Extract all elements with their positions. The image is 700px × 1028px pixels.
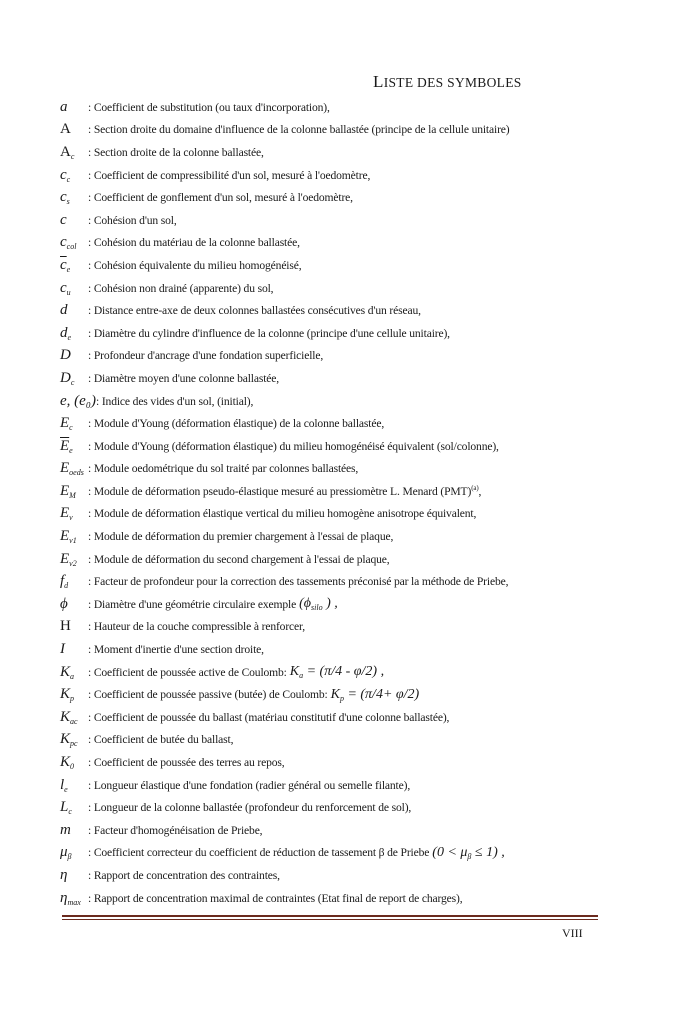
symbol-base: m — [60, 821, 71, 838]
symbol-row — [60, 729, 660, 752]
footer-rule-thin — [62, 919, 598, 920]
symbol-description: : Cohésion non drainé (apparente) du sol, — [88, 281, 274, 295]
symbol-description: : Coefficient de compressibilité d'un sol, mesuré à l'oedomètre, — [88, 168, 371, 182]
symbol-subscript: v2 — [69, 558, 77, 568]
symbol-term — [60, 460, 88, 477]
symbol-description: : Rapport de concentration des contraintes, — [88, 868, 280, 882]
symbol-row — [60, 796, 660, 819]
symbol-subscript: s — [66, 197, 70, 207]
symbol-description: : Section droite du domaine d'influence de la colonne ballastée (principe de la cellule unitaire) — [88, 123, 510, 137]
symbol-base: E — [60, 460, 70, 477]
symbol-base: μ — [60, 844, 68, 861]
formula-subscript: β — [467, 851, 472, 861]
symbol-subscript: col — [66, 242, 77, 252]
symbol-subscript: c — [66, 174, 71, 184]
page-title — [373, 72, 522, 92]
symbol-description: : Coefficient de gonflement d'un sol, mesuré à l'oedomètre, — [88, 191, 353, 205]
symbol-subscript: e — [64, 784, 68, 794]
symbol-row — [60, 616, 660, 639]
symbol-subscript: v — [69, 513, 73, 523]
symbol-term — [60, 438, 88, 455]
symbol-base: e, (e₀) — [60, 392, 97, 409]
symbol-term — [60, 144, 88, 161]
formula-base: (0 < μ — [432, 844, 468, 860]
symbol-term — [60, 731, 88, 748]
symbol-description: : Section droite de la colonne ballastée, — [88, 145, 264, 159]
formula-rest: ≤ 1) , — [471, 844, 505, 860]
symbol-row — [60, 367, 660, 390]
symbol-base: ϕ — [60, 595, 68, 612]
symbol-subscript: c — [69, 423, 73, 433]
symbol-description: : Moment d'inertie d'une section droite, — [88, 643, 264, 657]
formula-rest: = (π/4+ φ/2) — [343, 686, 420, 702]
symbol-base: a — [60, 98, 68, 115]
symbol-term — [60, 573, 88, 590]
symbol-term — [60, 664, 88, 681]
symbol-description: : Indice des vides d'un sol, (initial), — [96, 394, 254, 408]
symbol-row — [60, 345, 660, 368]
symbol-term — [60, 528, 88, 545]
formula-subscript: a — [299, 671, 304, 681]
symbol-term — [60, 551, 88, 568]
symbol-base: η — [60, 866, 68, 883]
symbol-term — [60, 867, 88, 884]
symbol-term — [60, 280, 88, 297]
symbol-base: η — [60, 889, 68, 906]
symbol-description: : Facteur de profondeur pour la correction des tassements préconisé par la méthode de Priebe, — [88, 575, 509, 589]
symbol-subscript: c — [70, 151, 75, 161]
symbol-term — [60, 754, 88, 771]
symbol-term — [60, 890, 88, 907]
symbol-subscript: oeds — [69, 468, 84, 478]
symbol-base: E — [60, 415, 70, 432]
formula — [432, 845, 504, 861]
symbol-row — [60, 593, 660, 616]
symbol-term — [60, 822, 88, 839]
symbol-subscript: M — [69, 490, 76, 500]
symbol-row — [60, 277, 660, 300]
symbol-base: K — [60, 754, 71, 771]
symbol-row — [60, 480, 660, 503]
formula-rest: ) , — [322, 596, 338, 612]
symbol-description: : Module de déformation élastique vertical du milieu homogène anisotrope équivalent, — [88, 507, 477, 521]
symbol-term — [60, 325, 88, 342]
symbol-subscript: e — [69, 445, 73, 455]
symbol-row — [60, 706, 660, 729]
symbol-term — [60, 99, 88, 116]
symbol-base: A — [60, 143, 71, 160]
symbol-row — [60, 525, 660, 548]
symbol-term — [60, 799, 88, 816]
symbol-description: : Rapport de concentration maximal de contraintes (Etat final de report de charges), — [88, 891, 463, 905]
symbol-description: : Coefficient de substitution (ou taux d'incorporation), — [88, 100, 330, 114]
symbol-base: D — [60, 369, 71, 386]
symbol-term — [60, 347, 88, 364]
symbol-base: c — [60, 234, 67, 251]
formula — [290, 664, 384, 680]
symbol-row — [60, 864, 660, 887]
symbol-subscript: a — [70, 671, 75, 681]
symbol-subscript: e — [66, 264, 71, 274]
symbol-term — [60, 257, 88, 274]
symbol-description: : Cohésion d'un sol, — [88, 213, 177, 227]
symbol-row — [60, 751, 660, 774]
symbol-subscript: d — [64, 581, 69, 591]
symbol-base: $\overline{E}$ — [60, 437, 70, 454]
symbol-term — [60, 505, 88, 522]
symbol-row — [60, 887, 660, 910]
symbol-subscript: u — [66, 287, 71, 297]
symbol-row — [60, 209, 660, 232]
symbol-description: : Diamètre du cylindre d'influence de la colonne (principe d'une cellule unitaire), — [88, 326, 450, 340]
symbol-row — [60, 412, 660, 435]
symbol-term — [60, 618, 88, 635]
symbol-row — [60, 119, 660, 142]
symbol-base: D — [60, 347, 71, 364]
title-initial: L — [373, 72, 384, 91]
symbol-subscript: c — [70, 377, 75, 387]
symbol-description: : Module oedométrique du sol traité par colonnes ballastées, — [88, 462, 359, 476]
symbol-term — [60, 393, 96, 410]
symbol-row — [60, 96, 660, 119]
symbol-description: : Module de déformation pseudo-élastique mesuré au pressiomètre L. Menard (PMT)$^{(a)}$, — [88, 484, 482, 499]
symbol-base: K — [60, 663, 71, 680]
symbol-base: c — [60, 279, 67, 296]
symbol-term — [60, 189, 88, 206]
symbol-description: : Coefficient de butée du ballast, — [88, 733, 234, 747]
symbol-term — [60, 686, 88, 703]
symbol-description: : Module de déformation du premier chargement à l'essai de plaque, — [88, 530, 394, 544]
symbol-base: c — [60, 211, 67, 228]
symbol-description: : Coefficient de poussée active de Coulomb: — [88, 665, 287, 679]
title-rest: ISTE DES SYMBOLES — [383, 75, 522, 90]
symbol-row — [60, 503, 660, 526]
formula-subscript: silo — [311, 603, 323, 613]
symbol-base: c — [60, 189, 67, 206]
symbol-row — [60, 390, 660, 413]
symbol-row — [60, 842, 660, 865]
formula-subscript: p — [339, 693, 344, 703]
symbol-row — [60, 774, 660, 797]
symbol-description: : Module de déformation du second chargement à l'essai de plaque, — [88, 552, 390, 566]
symbol-base: d — [60, 302, 68, 319]
symbol-base: $\overline{c}$ — [60, 256, 67, 273]
symbol-description: : Coefficient de poussée des terres au repos, — [88, 756, 285, 770]
symbol-description: : Coefficient correcteur du coefficient de réduction de tassement β de Priebe — [88, 846, 430, 860]
symbol-term — [60, 302, 88, 319]
symbol-base: E — [60, 528, 70, 545]
symbol-base: K — [60, 731, 71, 748]
symbol-row — [60, 819, 660, 842]
symbol-subscript: v1 — [69, 536, 77, 546]
symbol-base: I — [60, 641, 65, 658]
symbol-row — [60, 435, 660, 458]
symbol-base: d — [60, 324, 68, 341]
symbol-row — [60, 299, 660, 322]
symbol-description: : Cohésion équivalente du milieu homogénéisé, — [88, 258, 302, 272]
symbol-row — [60, 661, 660, 684]
symbol-row — [60, 570, 660, 593]
symbol-base: K — [60, 686, 71, 703]
formula-base: K — [289, 664, 300, 680]
symbol-term — [60, 777, 88, 794]
symbol-row — [60, 164, 660, 187]
symbol-subscript: c — [68, 807, 72, 817]
description-superscript: (a) — [471, 484, 479, 493]
symbol-base: E — [60, 505, 70, 522]
symbol-base: E — [60, 482, 70, 499]
symbol-description: : Diamètre d'une géométrie circulaire exemple — [88, 597, 297, 611]
symbol-subscript: 0 — [70, 762, 75, 772]
symbol-subscript: β — [67, 852, 72, 862]
symbol-base: f — [60, 573, 65, 590]
symbol-row — [60, 141, 660, 164]
symbol-description: : Hauteur de la couche compressible à renforcer, — [88, 620, 306, 634]
symbol-term — [60, 641, 88, 658]
symbol-row — [60, 254, 660, 277]
symbol-base: K — [60, 708, 71, 725]
symbol-row — [60, 683, 660, 706]
symbol-term — [60, 844, 88, 861]
symbol-subscript: max — [67, 897, 81, 907]
page-number: VIII — [562, 926, 583, 940]
symbol-row — [60, 548, 660, 571]
symbol-description: : Longueur de la colonne ballastée (profondeur du renforcement de sol), — [88, 801, 412, 815]
symbol-row — [60, 232, 660, 255]
symbol-base: E — [60, 550, 70, 567]
formula-base: K — [330, 686, 340, 702]
symbol-row — [60, 458, 660, 481]
formula-base: (ϕ — [299, 596, 312, 612]
symbol-term — [60, 709, 88, 726]
symbol-term — [60, 121, 88, 138]
symbol-subscript: p — [70, 694, 75, 704]
symbol-term — [60, 234, 88, 251]
symbol-term — [60, 415, 88, 432]
formula — [331, 687, 420, 703]
symbol-row — [60, 322, 660, 345]
footer-rule-thick — [62, 915, 598, 917]
symbol-term — [60, 483, 88, 500]
symbol-term — [60, 596, 88, 613]
symbol-description: : Coefficient de poussée du ballast (matériau constitutif d'une colonne ballastée), — [88, 710, 450, 724]
symbol-base: L — [60, 799, 69, 816]
symbol-description: : Profondeur d'ancrage d'une fondation superficielle, — [88, 349, 324, 363]
symbol-term — [60, 212, 88, 229]
symbol-base: l — [60, 776, 65, 793]
symbol-description: : Coefficient de poussée passive (butée) de Coulomb: — [88, 688, 328, 702]
symbol-term — [60, 370, 88, 387]
symbol-description: : Cohésion du matériau de la colonne ballastée, — [88, 236, 300, 250]
symbol-base: c — [60, 166, 67, 183]
symbol-row — [60, 638, 660, 661]
formula-rest: = (π/4 - φ/2) , — [303, 664, 385, 680]
symbol-description: : Module d'Young (déformation élastique) de la colonne ballastée, — [88, 417, 385, 431]
symbol-description: : Diamètre moyen d'une colonne ballastée, — [88, 371, 280, 385]
symbol-subscript: e — [67, 332, 72, 342]
formula — [299, 596, 338, 612]
symbol-subscript: pc — [70, 739, 78, 749]
symbol-description: : Facteur d'homogénéisation de Priebe, — [88, 823, 263, 837]
symbol-base: H — [60, 618, 71, 635]
symbol-description: : Longueur élastique d'une fondation (radier général ou semelle filante), — [88, 778, 411, 792]
symbol-base: A — [60, 121, 71, 138]
symbol-description: : Module d'Young (déformation élastique) du milieu homogénéisé équivalent (sol/colonne), — [88, 439, 499, 453]
symbol-row — [60, 186, 660, 209]
symbol-list — [60, 96, 660, 909]
symbol-subscript: ac — [70, 716, 78, 726]
symbol-term — [60, 167, 88, 184]
symbol-description: : Distance entre-axe de deux colonnes ballastées consécutives d'un réseau, — [88, 304, 421, 318]
